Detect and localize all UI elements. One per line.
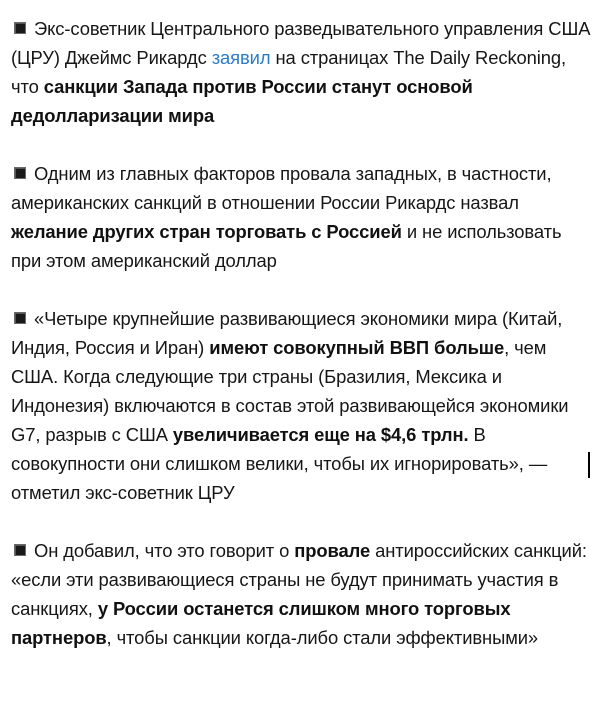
bullet-square-icon — [14, 167, 26, 179]
paragraph-text: антироссийских санкций: «если эти развивающиеся страны не будут принимать участия в санкциях, — [11, 540, 587, 619]
paragraph-text: Одним из главных факторов провала западных, в частности, американских санкций в отношении России Рикардс назвал — [11, 163, 552, 213]
paragraph-ex-adviser-claim — [11, 14, 595, 130]
bullet-square-icon — [14, 312, 26, 324]
paragraph-emphasis: у России останется слишком много торговых партнеров — [11, 598, 511, 648]
post-body — [11, 14, 595, 681]
paragraph-text: на страницах The Daily Reckoning, что — [11, 47, 567, 97]
paragraph-text: и не использовать при этом американский доллар — [11, 221, 562, 271]
paragraph-text: , чтобы санкции когда-либо стали эффективными» — [106, 627, 539, 648]
paragraph-text: Экс-советник Центрального разведывательного управления США (ЦРУ) Джеймс Рикардс — [11, 18, 591, 68]
paragraph-quote-emerging-economies — [11, 304, 595, 507]
paragraph-text: , чем США. Когда следующие три страны (Бразилия, Мексика и Индонезия) включаются в состав этой развивающейся экономики G7, разрыв с США — [11, 337, 569, 445]
paragraph-emphasis: имеют совокупный ВВП больше — [209, 337, 505, 358]
statement-link[interactable]: заявил — [211, 47, 271, 68]
paragraph-emphasis: провале — [294, 540, 371, 561]
paragraph-text: «Четыре крупнейшие развивающиеся экономики мира (Китай, Индия, Россия и Иран) — [11, 308, 563, 358]
text-cursor — [588, 452, 590, 478]
paragraph-sanctions-failure-factor — [11, 159, 595, 275]
paragraph-emphasis: увеличивается еще на $4,6 трлн. — [172, 424, 469, 445]
paragraph-sanctions-conclusion — [11, 536, 595, 652]
bullet-square-icon — [14, 544, 26, 556]
paragraph-emphasis: санкции Запада против России станут основой дедолларизации мира — [11, 76, 473, 126]
bullet-square-icon — [14, 22, 26, 34]
paragraph-text: Он добавил, что это говорит о — [34, 540, 295, 561]
paragraph-text: В совокупности они слишком велики, чтобы их игнорировать», — отметил экс-советник ЦРУ — [11, 424, 548, 503]
paragraph-emphasis: желание других стран торговать с Россией — [11, 221, 402, 242]
